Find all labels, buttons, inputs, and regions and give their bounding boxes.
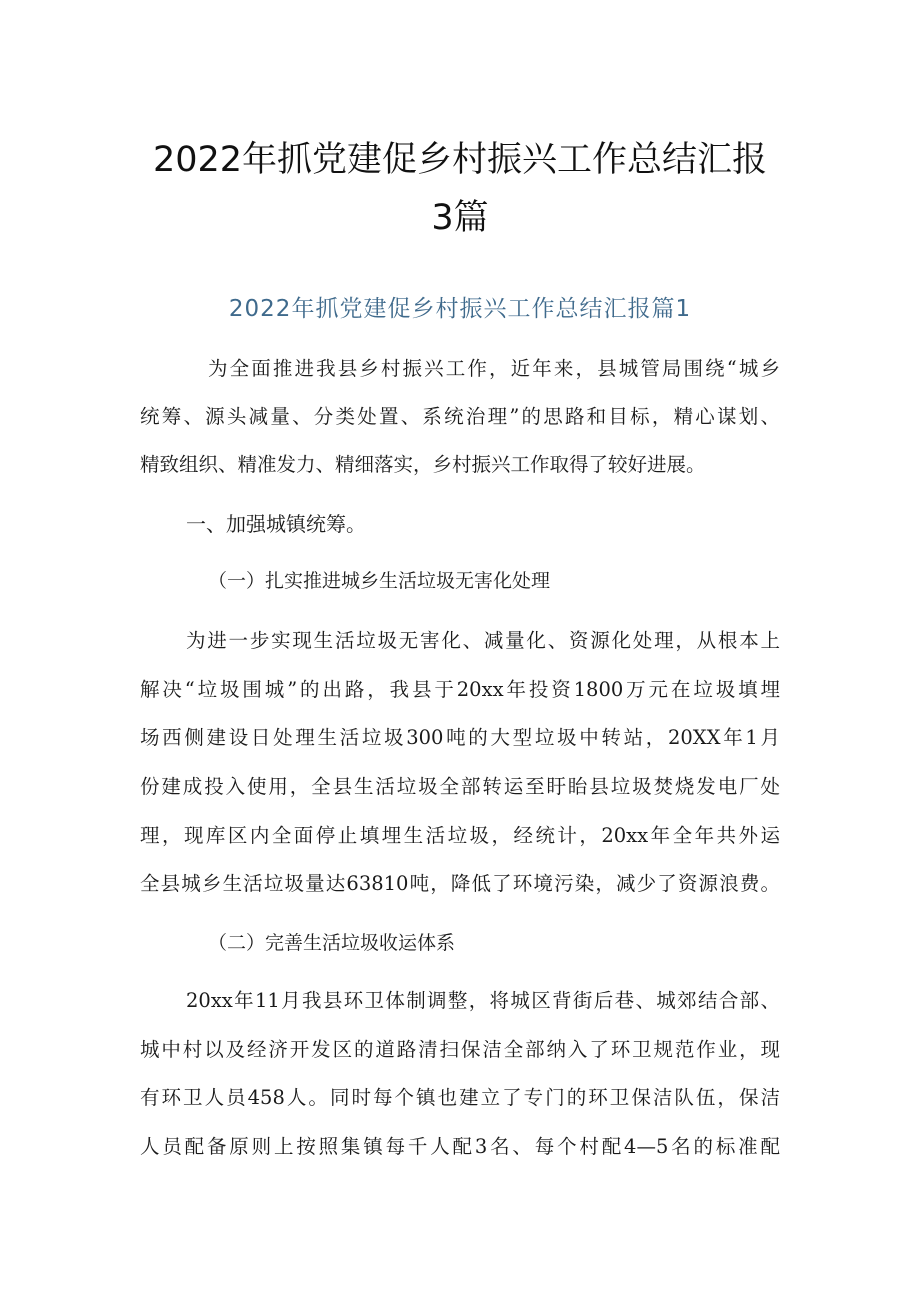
subsection-heading: （二）完善生活垃圾收运体系 xyxy=(208,932,456,954)
section-subtitle: 2022年抓党建促乡村振兴工作总结汇报篇1 xyxy=(228,296,692,322)
doc-title-line-2: 3篇 xyxy=(431,198,489,238)
paragraph-line: 份建成投入使用，全县生活垃圾全部转运至盱眙县垃圾焚烧发电厂处 xyxy=(140,775,780,798)
paragraph-line: 为全面推进我县乡村振兴工作，近年来，县城管局围绕“城乡 xyxy=(208,357,780,380)
paragraph-line: 全县城乡生活垃圾量达63810吨，降低了环境污染，减少了资源浪费。 xyxy=(140,872,780,895)
paragraph-line: 精致组织、精准发力、精细落实，乡村振兴工作取得了较好进展。 xyxy=(140,453,706,476)
doc-title-line-1: 2022年抓党建促乡村振兴工作总结汇报 xyxy=(152,140,768,180)
paragraph-line: 场西侧建设日处理生活垃圾300吨的大型垃圾中转站，20XX年1月 xyxy=(140,726,780,749)
section-heading: 一、加强城镇统筹。 xyxy=(186,512,366,536)
paragraph-line: 理，现库区内全面停止填埋生活垃圾，经统计，20xx年全年共外运 xyxy=(140,824,780,847)
paragraph-line: 20xx年11月我县环卫体制调整，将城区背街后巷、城郊结合部、 xyxy=(186,989,780,1012)
subsection-heading: （一）扎实推进城乡生活垃圾无害化处理 xyxy=(208,570,551,592)
paragraph-line: 为进一步实现生活垃圾无害化、减量化、资源化处理，从根本上 xyxy=(186,629,780,652)
paragraph-line: 城中村以及经济开发区的道路清扫保洁全部纳入了环卫规范作业，现 xyxy=(140,1038,780,1061)
paragraph-line: 有环卫人员458人。同时每个镇也建立了专门的环卫保洁队伍，保洁 xyxy=(140,1086,780,1109)
paragraph-line: 解决“垃圾围城”的出路，我县于20xx年投资1800万元在垃圾填埋 xyxy=(140,678,780,701)
paragraph-line: 统筹、源头减量、分类处置、系统治理”的思路和目标，精心谋划、 xyxy=(140,405,780,428)
paragraph-line: 人员配备原则上按照集镇每千人配3名、每个村配4—5名的标准配 xyxy=(140,1135,780,1158)
